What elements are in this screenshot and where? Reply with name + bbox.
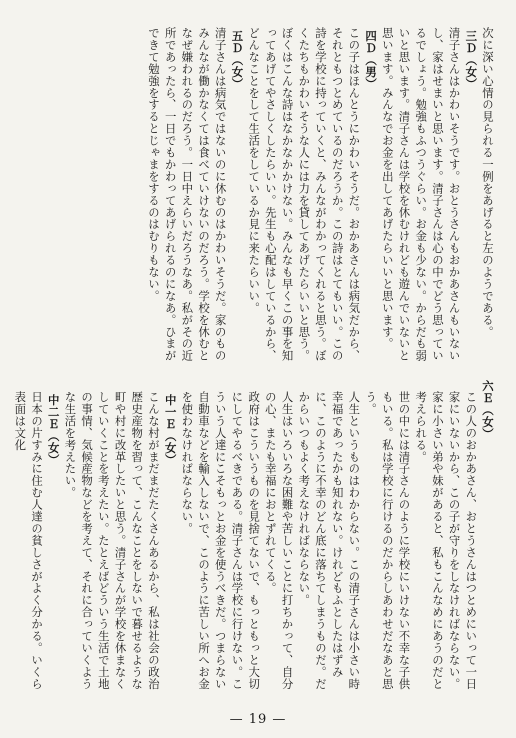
section-body-4d: この子はほんとうにかわいそうだ。おかあさんは病気だから、それともつとめているのだろうか。この詩はとてもいい。この詩を学校に持っていくと、みんながわかってくれると思う。ぼくたちもかわいそうな人には力を貸してあげたらいいと思う。ぼくはこんな詩はなかなかかけない。みんなも早くこの事を知ってあげてやさしくしたらいい。先生も心配はしているから、どんなことをして生活をしているか見に来たらいい。 — [247, 27, 362, 362]
upper-text-block — [20, 16, 496, 362]
section-body-6e-4: 人生はいろいろな困難や苦しいことに打ちかって、自分の心、またも幸福におとずれてくる。 — [263, 391, 295, 690]
section-heading-6e: 六Ｅ（女） — [481, 380, 495, 440]
upper-vertical-text — [145, 16, 496, 362]
lower-vertical-text — [12, 380, 496, 698]
section-body-6e-5: 政府はこういうものを見捨てないで、もっともっと大切にしてやるべきである。清子さんは学校に行けない。こういう人達にこそもっとお金を使うべきだ。つまらない自動車などを輸入しないで、このように苦しい所へお金を使わなければならない。 — [180, 391, 262, 690]
section-body-3d: 清子さんはかわいそうです。おとうさんもおかあさんもいないし、家はせまいと思います。清子さんは心の中でどう思っているでしょう。勉強もふつうぐらい。お金も少ない。からだも弱いと思います。清子さんは学校を休むけれども遊んでいないと思います。みんなでお金を出してあげたらいいと思います。 — [380, 27, 462, 362]
section-heading-2e: 中二Ｅ（女） — [46, 394, 61, 466]
section-body-2e: 日本の片すみに住む人達の貧しさがよく分かる。いくら表面は文化 — [13, 391, 45, 690]
section-heading-5d: 五Ｄ（女） — [230, 30, 245, 90]
section-body-6e-1: この人のおかあさん、おとうさんはつとめにいって一日家にいないから、この子が守りをしなければならない。家に小さい弟や妹があると、私もこんなめにあうのだと考えられる。 — [414, 391, 479, 690]
section-body-5d: 清子さんは病気ではないのに休むのはかわいそうだ。家のものみんなが働かなくては食べていけないのだろう。学校を休むとなぜ嫌われるのだろう。一日中えらいだろうなあ。私がその近所であったら、一日でもかわってあげられるのになあ。ひまができて勉強をするとじゃまをするのはむりもない。 — [146, 27, 228, 362]
section-heading-3d: 三Ｄ（女） — [464, 30, 479, 90]
section-heading-4d: 四Ｄ（男） — [364, 30, 379, 90]
section-body-1e: こんな村がまだまだたくさんあるから、私は社会の政治歴史産物を習って、こんなことをしないで暮せるような町や村に改革したいと思う。清子さんが学校を休まなくしていくことを考えたい。たとえばどういう生活で土地の事情、気候産物などを考えて、それに合っていくような生活を考えたい。 — [63, 391, 161, 690]
section-body-6e-2: 世の中には清子さんのように学校にいけない不幸な子供もいる。私は学校に行けるのだからしあわせだなあと思う。 — [364, 391, 412, 690]
section-body-6e-3: 人生というものはわからない。この清子さんは小さい時幸福であったかも知れない。けれどもふとしたはずみに、このように不幸のどん底に落ちてしまうものだ。だからいつもよく考えなければならない。 — [297, 391, 362, 690]
lower-text-block — [13, 380, 496, 698]
section-heading-1e: 中一Ｅ（女） — [163, 394, 178, 466]
page-number: — 19 — — [229, 712, 287, 727]
intro-paragraph: 次に深い心情の見られる一例をあげると左のようである。 — [481, 27, 495, 338]
